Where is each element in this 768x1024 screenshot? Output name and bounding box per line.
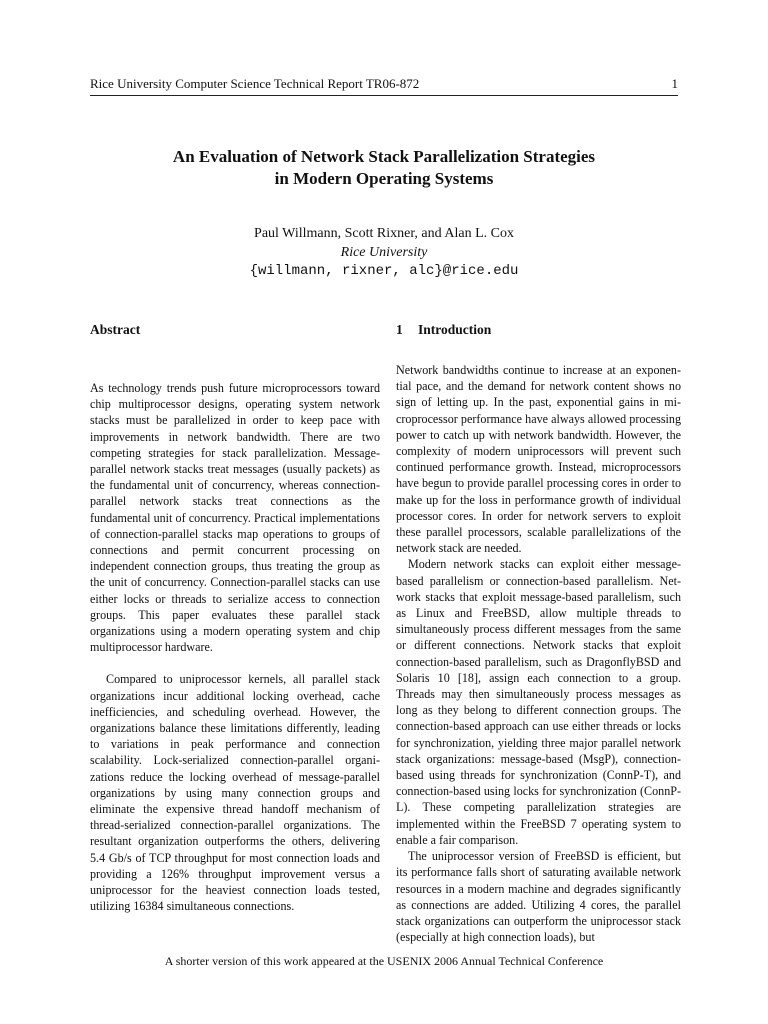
section-title: Introduction	[418, 322, 492, 337]
abstract-paragraph-1: As technology trends push future microprocessors toward chip multiprocessor designs, operating system network stacks must be parallelized in order to keep pace with improvements in network bandwidth. There are two competing strategies for stack parallelization. Message-parallel network stacks treat messages (usually packets) as the fundamental unit of concurrency, whereas connection-parallel network stacks treat connections as the fundamental unit of concurrency. Practical implementations of connection-parallel stacks map operations to groups of connections and permit concurrent processing on independent connection groups, thus treating the group as the unit of concurrency. Connection-parallel stacks can use either locks or threads to serialize access to connection groups. This paper evaluates these parallel stack organizations using a modern operating system and chip multiprocessor hardware.	[90, 381, 380, 655]
author-block	[84, 224, 684, 281]
report-id: Rice University Computer Science Technical Report TR06-872	[90, 76, 420, 91]
introduction-heading	[396, 320, 681, 340]
page-number: 1	[671, 76, 678, 91]
header-rule	[90, 95, 678, 96]
intro-paragraph-3: The uniprocessor version of FreeBSD is efficient, but its performance falls short of saturating available network resources in a modern machine and degrades significantly as connections are added. Utilizing 4 cores, the parallel stack organizations can outperform the uniprocessor stack (especially at high connection loads), but	[396, 849, 681, 945]
abstract-column	[90, 320, 380, 915]
title-line-1: An Evaluation of Network Stack Parallelization Strategies	[172, 147, 596, 166]
author-emails: {willmann, rixner, alc}@rice.edu	[249, 263, 519, 279]
intro-paragraph-2: Modern network stacks can exploit either message-based parallelism or connection-based parallelism. Network stacks that exploit message-based parallelism, such as Linux and FreeBSD, allow multiple threads to simultaneously process different messages from the same or different connections. Network stacks that exploit connection-based parallelism, such as DragonflyBSD and Solaris 10 [18], assign each connection to a group. Threads may then simultaneously process messages as long as they belong to different connection groups. The connection-based approach can use either threads or locks for synchronization, yielding three major parallel network stack organizations: message-based (MsgP), connection-based using threads for synchronization (ConnP-T), and connection-based using locks for synchronization (ConnP-L). These competing parallelization strategies are implemented within the FreeBSD 7 operating system to enable a fair comparison.	[396, 557, 681, 847]
footer-note: A shorter version of this work appeared at the USENIX 2006 Annual Technical Conference	[164, 954, 604, 968]
section-number: 1	[396, 322, 403, 337]
abstract-paragraph-2: Compared to uniprocessor kernels, all parallel stack organizations incur additional locking overhead, cache inefficiencies, and scheduling overhead. However, the organizations balance these limitations differently, leading to variations in peak performance and connection scalability. Lock-serialized connection-parallel organizations reduce the locking overhead of message-parallel organizations by using many connection groups and eliminate the expensive thread handoff mechanism of thread-serialized connection-parallel organizations. The resultant organization outperforms the others, delivering 5.4 Gb/s of TCP throughput for most connection loads and providing a 126% throughput improvement versus a uniprocessor for the heaviest connection loads tested, utilizing 16384 simultaneous connections.	[90, 672, 380, 914]
author-names: Paul Willmann, Scott Rixner, and Alan L. Cox	[254, 226, 514, 241]
abstract-heading: Abstract	[90, 322, 141, 337]
author-institution: Rice University	[340, 245, 428, 260]
intro-paragraph-1: Network bandwidths continue to increase at an exponential pace, and the demand for network content shows no sign of letting up. In the past, exponential gains in microprocessor performance have always allowed processing power to catch up with network bandwidth. However, the complexity of modern uniprocessors will prevent such continued performance growth. Instead, microprocessors have begun to provide parallel processing cores in order to make up for the loss in performance growth of individual processor cores. In order for network servers to exploit these parallel processors, scalable parallelizations of the network stack are needed.	[396, 363, 681, 556]
title-line-2: in Modern Operating Systems	[274, 169, 494, 188]
paper-title	[84, 146, 684, 190]
introduction-column	[396, 320, 681, 945]
